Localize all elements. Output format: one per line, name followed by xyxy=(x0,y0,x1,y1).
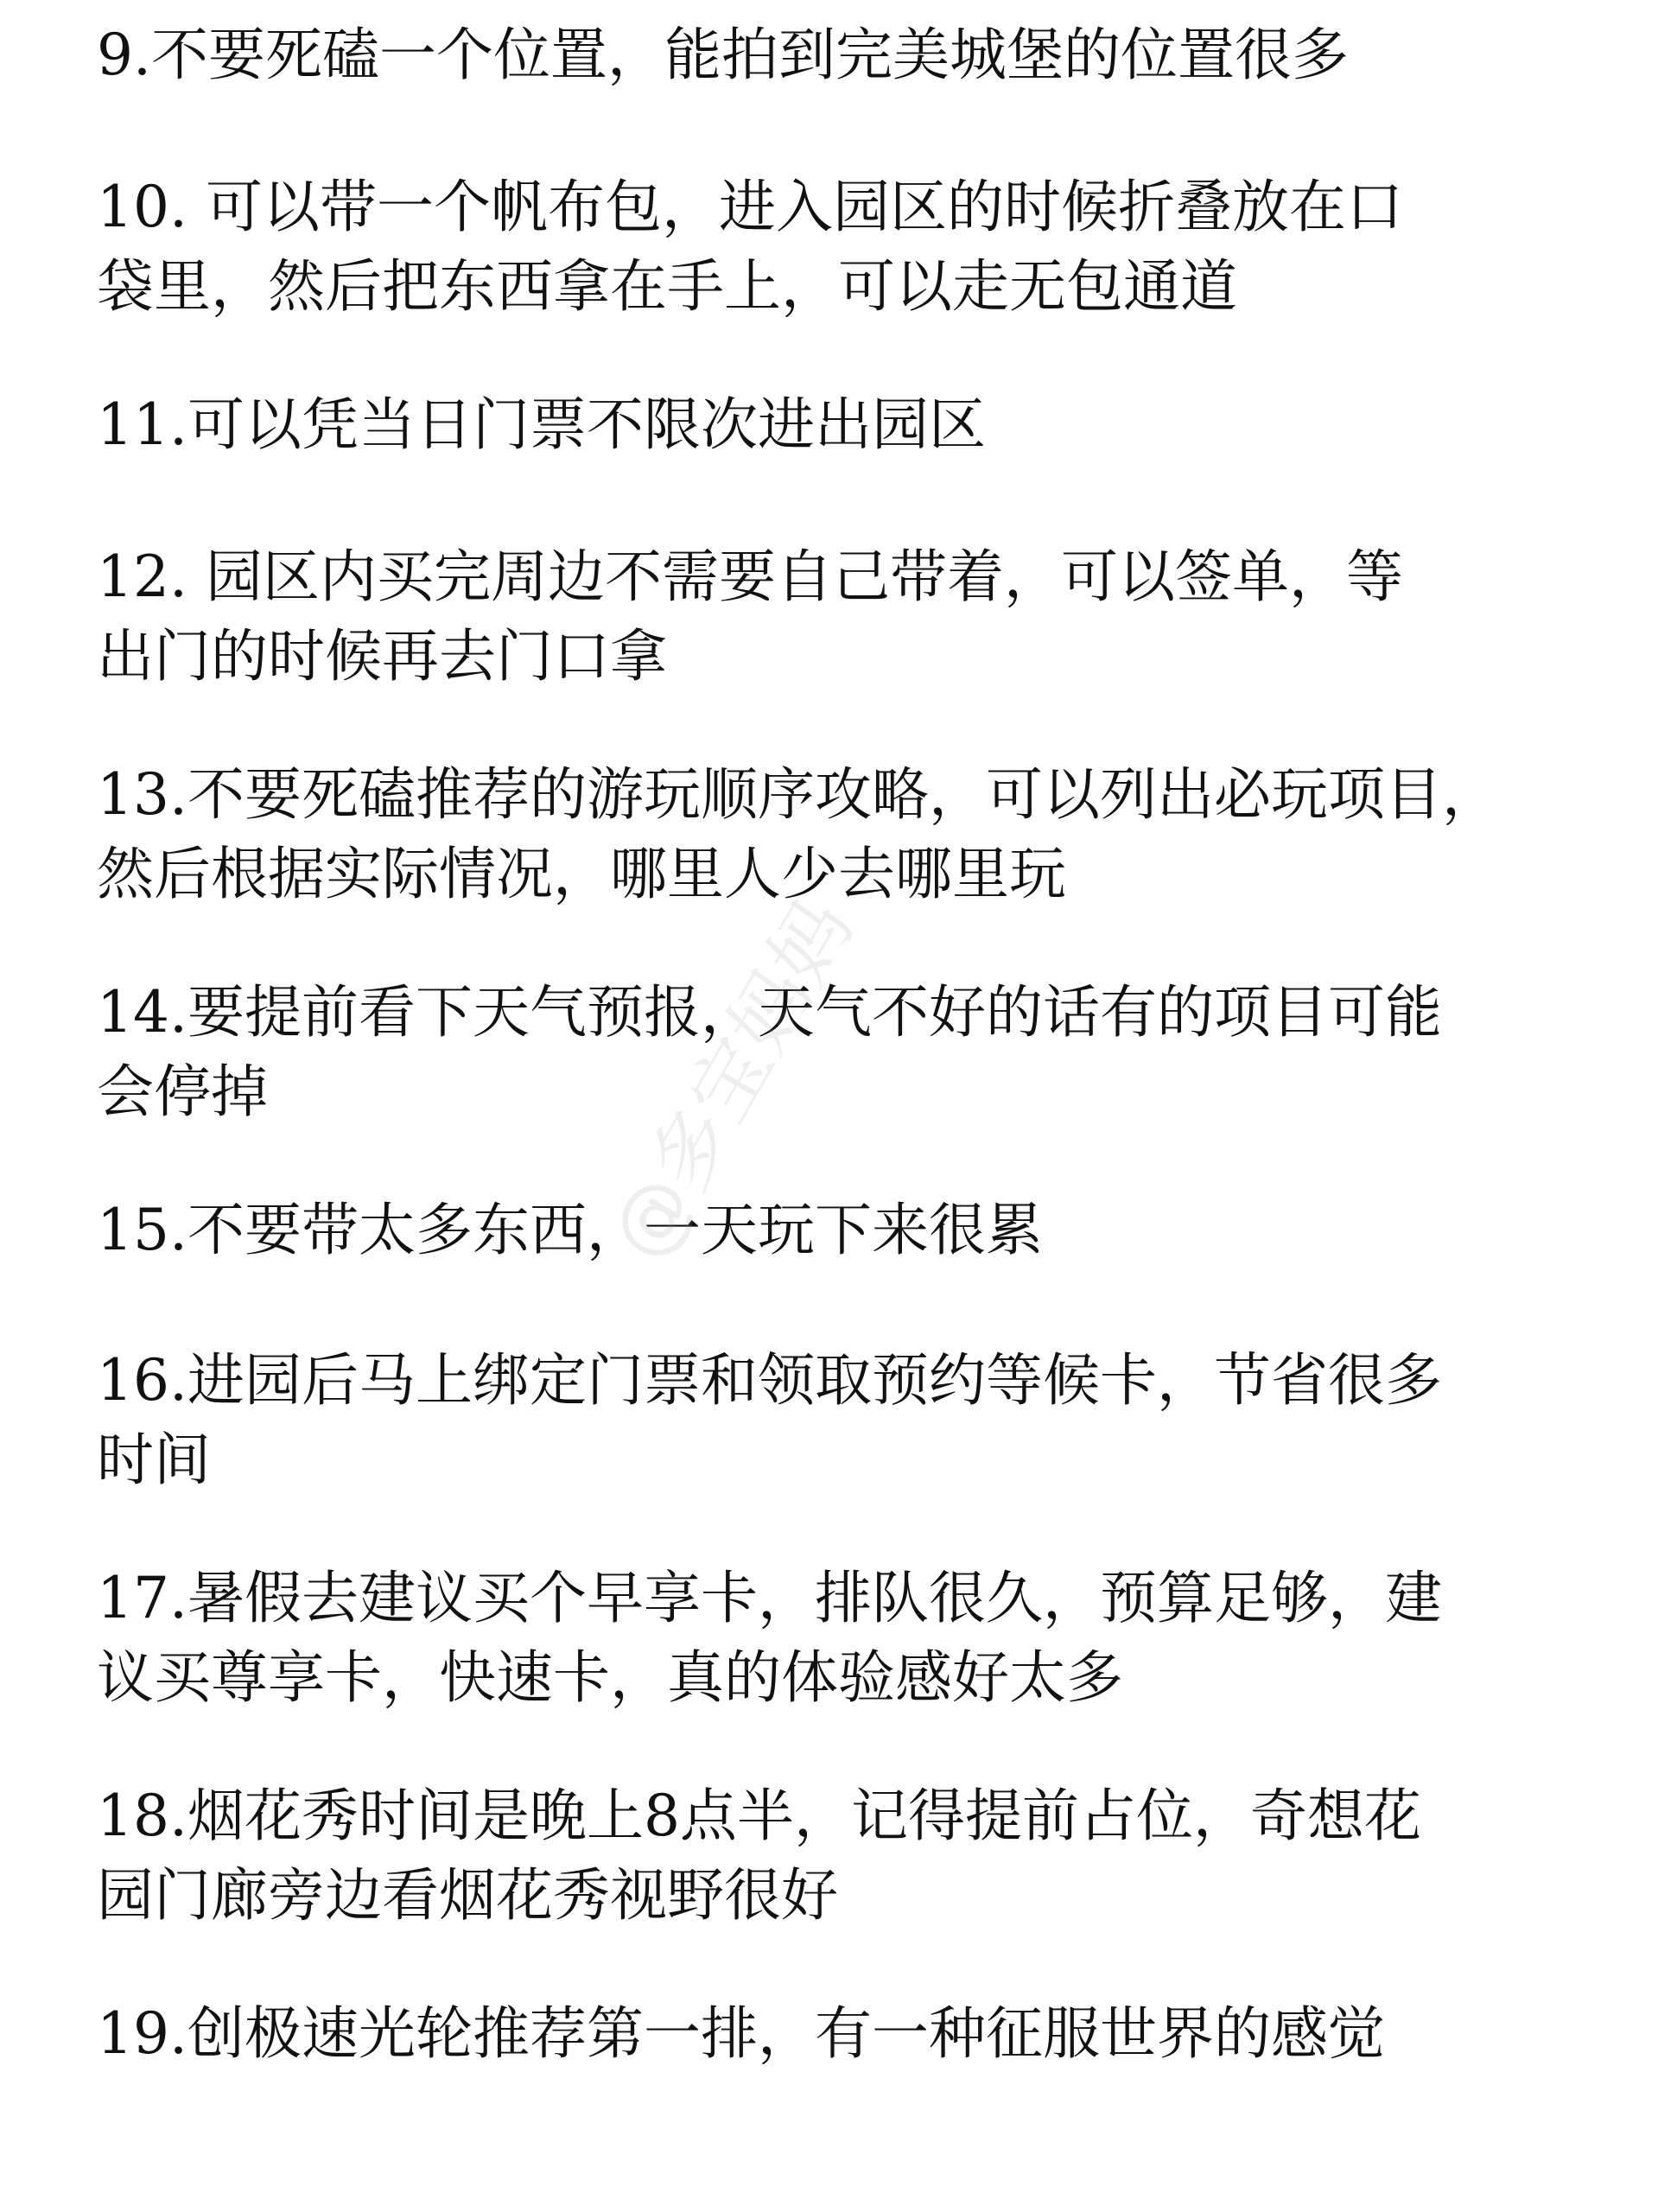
tip-text-line: 10. 可以带一个帆布包，进入园区的时候折叠放在口 xyxy=(97,174,1403,240)
watermark: @多宝妈妈 xyxy=(592,884,871,1275)
tip-text-line: 15.不要带太多东西，一天玩下来很累 xyxy=(97,1197,1043,1263)
tip-text-line: 13.不要死磕推荐的游玩顺序攻略，可以列出必玩项目， xyxy=(97,761,1499,828)
tip-item-15 xyxy=(97,1191,1635,1270)
tip-item-12 xyxy=(97,537,1635,696)
tip-text-line: 袋里，然后把东西拿在手上，可以走无包通道 xyxy=(97,253,1237,320)
tip-item-9 xyxy=(97,16,1635,95)
tip-text-line: 9.不要死磕一个位置，能拍到完美城堡的位置很多 xyxy=(97,22,1349,88)
tip-text-line: 园门廊旁边看烟花秀视野很好 xyxy=(97,1862,838,1929)
tip-item-11 xyxy=(97,385,1635,465)
tip-text-line: 会停掉 xyxy=(97,1058,268,1125)
tip-text-line: 11.可以凭当日门票不限次进出园区 xyxy=(97,391,986,458)
tip-text-line: 时间 xyxy=(97,1427,211,1493)
tip-text-line: 出门的时候再去门口拿 xyxy=(97,623,667,690)
tip-item-18 xyxy=(97,1777,1635,1936)
tip-item-13 xyxy=(97,755,1635,914)
tip-text-line: 16.进园后马上绑定门票和领取预约等候卡，节省很多 xyxy=(97,1347,1442,1414)
tip-item-10 xyxy=(97,168,1635,327)
tip-item-14 xyxy=(97,973,1635,1132)
tip-text-line: 然后根据实际情况，哪里人少去哪里玩 xyxy=(97,841,1066,907)
tip-text-line: 19.创极速光轮推荐第一排，有一种征服世界的感觉 xyxy=(97,2000,1385,2067)
tip-item-17 xyxy=(97,1559,1635,1718)
tip-text-line: 议买尊享卡，快速卡，真的体验感好太多 xyxy=(97,1644,1123,1711)
tip-item-19 xyxy=(97,1994,1635,2074)
tip-text-line: 12. 园区内买完周边不需要自己带着，可以签单，等 xyxy=(97,543,1403,610)
tip-item-16 xyxy=(97,1341,1635,1500)
tip-text-line: 18.烟花秀时间是晚上8点半，记得提前占位，奇想花 xyxy=(97,1783,1421,1849)
tip-text-line: 14.要提前看下天气预报，天气不好的话有的项目可能 xyxy=(97,979,1442,1046)
tip-text-line: 17.暑假去建议买个早享卡，排队很久，预算足够，建 xyxy=(97,1565,1442,1631)
